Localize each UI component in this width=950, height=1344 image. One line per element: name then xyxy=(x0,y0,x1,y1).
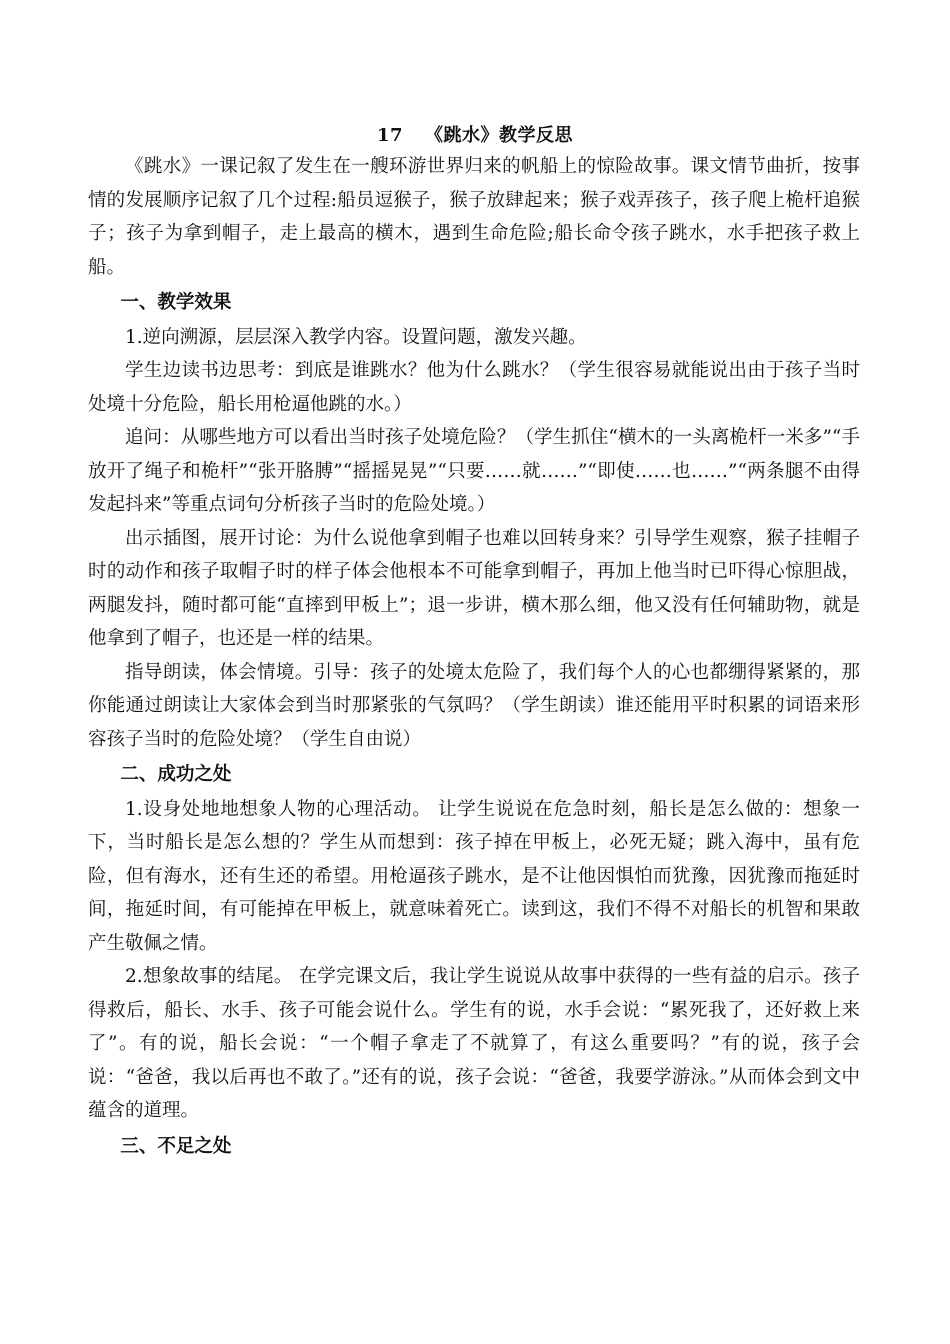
paragraph: 1.设身处地地想象人物的心理活动。 让学生说说在危急时刻，船长是怎么做的：想象一下，当时船长是怎么想的？学生从而想到：孩子掉在甲板上，必死无疑；跳入海中，虽有危险，但有海水，还有生还的希望。用枪逼孩子跳水，是不让他因惧怕而犹豫，因犹豫而拖延时间，拖延时间，有可能掉在甲板上，就意味着死亡。读到这，我们不得不对船长的机智和果敢产生敬佩之情。 xyxy=(88,798,860,954)
page-title xyxy=(0,122,950,150)
paragraph: 追问：从哪些地方可以看出当时孩子处境危险？（学生抓住“横木的一头离桅杆一米多”“手放开了绳子和桅杆”“张开胳膊”“摇摇晃晃”“只要……就……”“即使……也……”“两条腿不由得发起抖来”等重点词句分析孩子当时的危险处境。） xyxy=(88,427,860,515)
title-text: 《跳水》教学反思 xyxy=(425,125,574,146)
paragraph: 2.想象故事的结尾。 在学完课文后，我让学生说说从故事中获得的一些有益的启示。孩子得救后，船长、水手、孩子可能会说什么。学生有的说，水手会说：“累死我了，还好救上来了”。有的说，船长会说：“一个帽子拿走了不就算了，有这么重要吗？”有的说，孩子会说：“爸爸，我以后再也不敢了。”还有的说，孩子会说：“爸爸，我要学游泳。”从而体会到文中蕴含的道理。 xyxy=(88,966,860,1121)
paragraph: 学生边读书边思考：到底是谁跳水？他为什么跳水？（学生很容易就能说出由于孩子当时处境十分危险，船长用枪逼他跳的水。） xyxy=(88,360,860,415)
paragraph: 出示插图，展开讨论：为什么说他拿到帽子也难以回转身来？引导学生观察，猴子挂帽子时的动作和孩子取帽子时的样子体会他根本不可能拿到帽子，再加上他当时已吓得心惊胆战，两腿发抖，随时都可能“直摔到甲板上”；退一步讲，横木那么细，他又没有任何辅助物，就是他拿到了帽子，也还是一样的结果。 xyxy=(88,527,860,649)
intro-paragraph: 《跳水》一课记叙了发生在一艘环游世界归来的帆船上的惊险故事。课文情节曲折，按事情的发展顺序记叙了几个过程:船员逗猴子，猴子放肆起来；猴子戏弄孩子，孩子爬上桅杆追猴子；孩子为拿到帽子，走上最高的横木，遇到生命危险;船长命令孩子跳水，水手把孩子救上船。 xyxy=(88,156,860,278)
section-heading-effect: 一、教学效果 xyxy=(120,292,232,313)
paragraph: 1.逆向溯源，层层深入教学内容。设置问题，激发兴趣。 xyxy=(125,326,587,348)
title-number: 17 xyxy=(376,125,404,146)
paragraph: 指导朗读，体会情境。引导：孩子的处境太危险了，我们每个人的心也都绷得紧紧的，那你能通过朗读让大家体会到当时那紧张的气氛吗？（学生朗读）谁还能用平时积累的词语来形容孩子当时的危险处境？（学生自由说） xyxy=(88,661,860,750)
document-body xyxy=(88,150,860,1164)
section-heading-success: 二、成功之处 xyxy=(120,764,232,785)
section-heading-shortcomings: 三、不足之处 xyxy=(120,1135,232,1157)
